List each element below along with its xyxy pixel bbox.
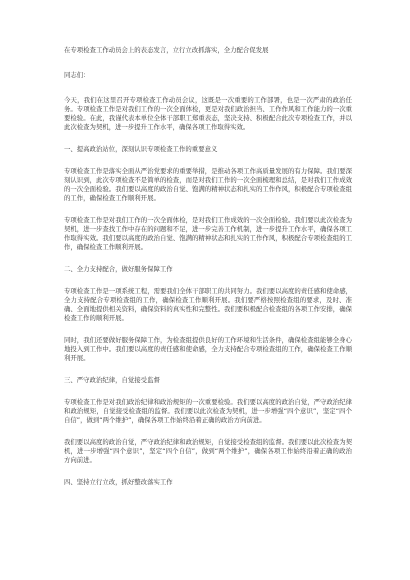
paragraph-2a: 专项检查工作是一项系统工程，需要我们全体干部职工的共同努力。我们要以高度的责任感和使命感，全力支持配合专项检查组的工作，确保检查工作顺利开展。我们要严格按照检查组的要求，及时、准确、全面地提供相关资料，确保资料的真实性和完整性。我们要积极配合检查组的各项工作安排，确保检查工作的顺利开展。	[64, 287, 352, 322]
paragraph-3a: 专项检查工作是对我们政治纪律和政治规矩的一次重要检验。我们要以高度的政治自觉，严守政治纪律和政治规矩，自觉接受检查组的监督。我们要以此次检查为契机，进一步增强“四个意识”，坚定“四个自信”，做到“两个维护”，确保各项工作始终沿着正确的政治方向前进。	[64, 398, 352, 424]
greeting: 同志们：	[64, 71, 90, 79]
section-heading-2: 二、全力支持配合，做好服务保障工作	[64, 265, 173, 273]
paragraph-2b: 同时，我们还要做好服务保障工作，为检查组提供良好的工作环境和生活条件，确保检查组能够全身心地投入到工作中。我们要以高度的责任感和使命感，全力支持配合专项检查组的工作，确保检查工作顺利开展。	[64, 336, 352, 362]
section-heading-1: 一、提高政治站位，深刻认识专项检查工作的重要意义	[64, 145, 218, 153]
document-title: 在专项检查工作动员会上的表态发言，立行立改抓落实，全力配合促发展	[64, 46, 269, 54]
paragraph-1a: 专项检查工作是落实全面从严治党要求的重要举措，是推动各项工作高质量发展的有力保障。我们要深刻认识到，此次专项检查不是简单的检查，而是对我们工作的一次全面梳理和总结，是对我们工作成效的一次全面检验。我们要以高度的政治自觉、饱满的精神状态和扎实的工作作风，积极配合专项检查组的工作，确保检查工作顺利开展。	[64, 167, 352, 202]
paragraph-intro: 今天，我们在这里召开专项检查工作动员会议，这既是一次重要的工作部署，也是一次严肃的政治任务。专项检查工作是对我们工作的一次全面体检，更是对我们政治担当、工作作风和工作能力的一次重要检验。在此，我谨代表本单位全体干部职工郑重表态，坚决支持、积极配合此次专项检查工作，并以此次检查为契机，进一步提升工作水平，确保各项工作取得实效。	[64, 96, 352, 131]
section-heading-4: 四、坚持立行立改，抓好整改落实工作	[64, 478, 173, 486]
paragraph-1b: 专项检查工作是对我们工作的一次全面体检，是对我们工作成效的一次全面检验。我们要以此次检查为契机，进一步查找工作中存在的问题和不足，进一步完善工作机制，进一步提升工作水平，确保各项工作取得实效。我们要以高度的政治自觉、饱满的精神状态和扎实的工作作风，积极配合专项检查组的工作，确保检查工作顺利开展。	[64, 216, 352, 251]
section-heading-3: 三、严守政治纪律，自觉接受监督	[64, 376, 160, 384]
paragraph-3b: 我们要以高度的政治自觉，严守政治纪律和政治规矩，自觉接受检查组的监督。我们要以此次检查为契机，进一步增强“四个意识”，坚定“四个自信”，做到“两个维护”，确保各项工作始终沿着正确的政治方向前进。	[64, 438, 352, 464]
